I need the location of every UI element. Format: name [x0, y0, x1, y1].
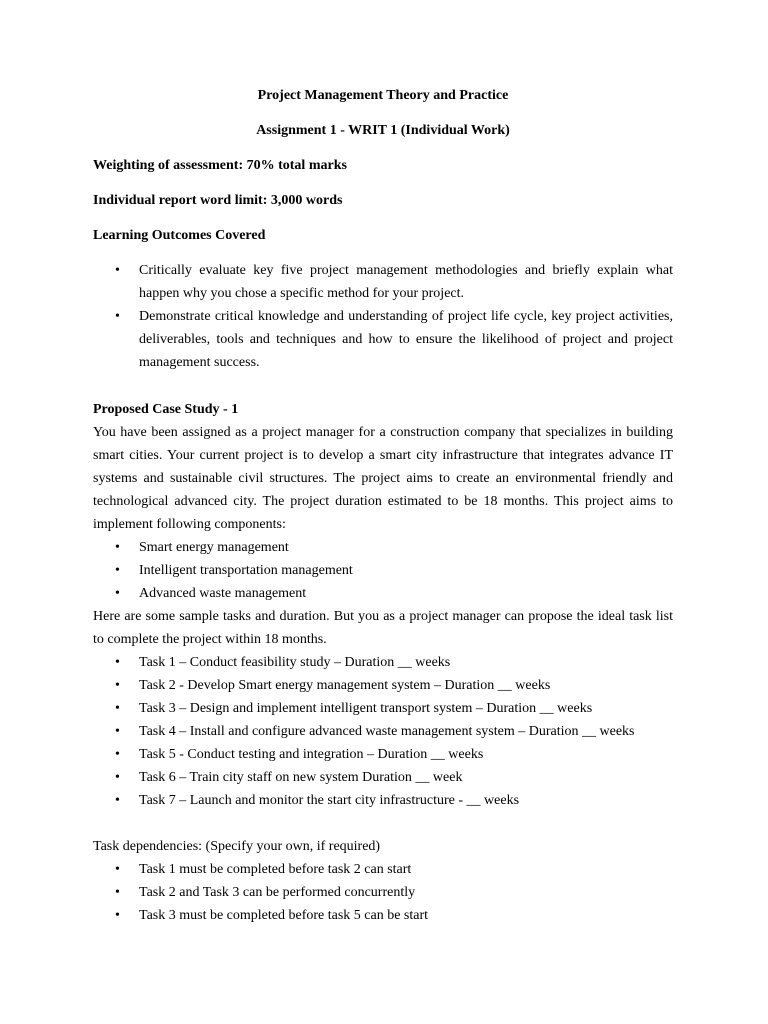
- component-item: • Smart energy management: [93, 536, 673, 559]
- learning-outcome-item: • Critically evaluate key five project management methodologies and briefly explain what happen why you chose a specific method for your project.: [93, 259, 673, 305]
- task-item: • Task 1 – Conduct feasibility study – Duration __ weeks: [93, 651, 673, 674]
- word-limit-line: Individual report word limit: 3,000 words: [93, 193, 343, 208]
- document-body: [93, 84, 673, 927]
- learning-outcomes-heading: Learning Outcomes Covered: [93, 228, 266, 243]
- weighting-line: Weighting of assessment: 70% total marks: [93, 158, 347, 173]
- case-study-intro: You have been assigned as a project manager for a construction company that specializes in building smart cities. Your current project is to develop a smart city infrastructure that integrates advance IT systems and sustainable civil structures. The project aims to create an environmental friendly and technological advanced city. The project duration estimated to be 18 months. This project aims to implement following components:: [93, 425, 673, 532]
- learning-outcome-item: • Demonstrate critical knowledge and understanding of project life cycle, key project activities, deliverables, tools and techniques and how to ensure the likelihood of project and project management success.: [93, 305, 673, 374]
- document-subtitle: Assignment 1 - WRIT 1 (Individual Work): [256, 123, 510, 138]
- task-item: • Task 7 – Launch and monitor the start city infrastructure - __ weeks: [93, 789, 673, 812]
- dependencies-list: [93, 858, 673, 927]
- components-list: [93, 536, 673, 605]
- case-study-heading: Proposed Case Study - 1: [93, 402, 239, 417]
- task-item: • Task 4 – Install and configure advanced waste management system – Duration __ weeks: [93, 720, 673, 743]
- dependencies-heading: Task dependencies: (Specify your own, if required): [93, 839, 381, 854]
- dependency-item: • Task 1 must be completed before task 2 can start: [93, 858, 673, 881]
- task-item: • Task 5 - Conduct testing and integration – Duration __ weeks: [93, 743, 673, 766]
- component-item: • Intelligent transportation management: [93, 559, 673, 582]
- component-item: • Advanced waste management: [93, 582, 673, 605]
- dependency-item: • Task 3 must be completed before task 5 can be start: [93, 904, 673, 927]
- document-title: Project Management Theory and Practice: [257, 88, 509, 103]
- task-item: • Task 3 – Design and implement intelligent transport system – Duration __ weeks: [93, 697, 673, 720]
- task-item: • Task 2 - Develop Smart energy management system – Duration __ weeks: [93, 674, 673, 697]
- task-item: • Task 6 – Train city staff on new system Duration __ week: [93, 766, 673, 789]
- tasks-list: [93, 651, 673, 812]
- tasks-intro: Here are some sample tasks and duration. But you as a project manager can propose the ideal task list to complete the project within 18 months.: [93, 609, 673, 647]
- dependency-item: • Task 2 and Task 3 can be performed concurrently: [93, 881, 673, 904]
- learning-outcomes-list: [93, 259, 673, 374]
